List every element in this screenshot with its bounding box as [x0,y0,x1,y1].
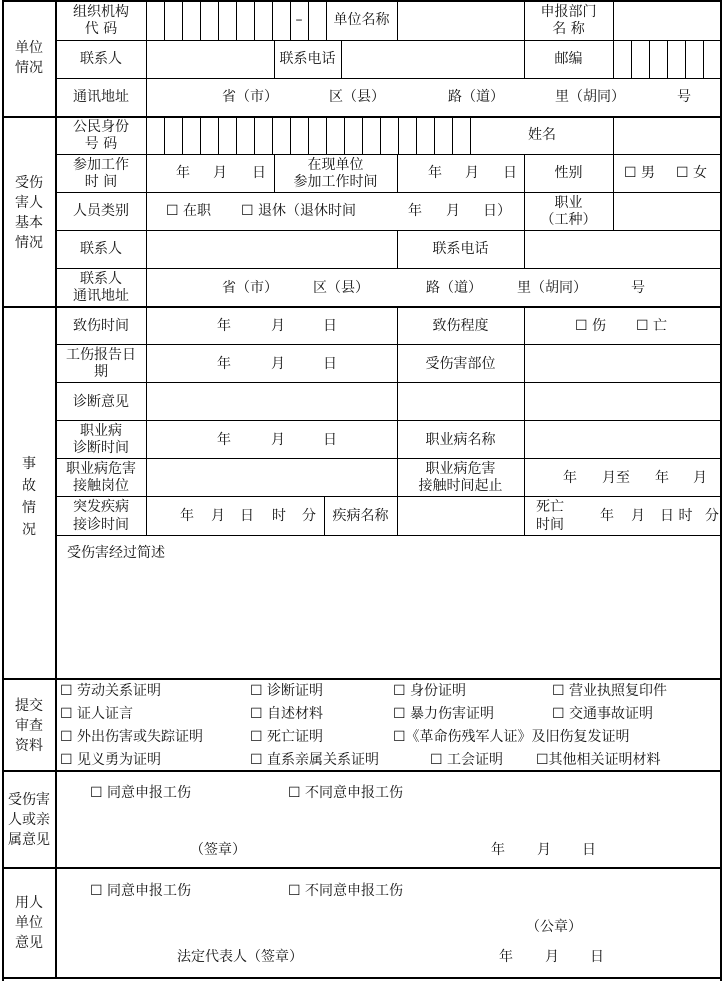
org-code-label-2: 代 码 [84,21,118,37]
row-line [56,382,721,383]
injury-year: 年 [217,318,231,334]
employer-year: 年 [499,949,513,965]
code-cell-line [218,0,219,40]
sep-relative [2,867,722,869]
injured-addr-number: 号 [631,280,645,296]
death-month: 月 [631,508,645,524]
id-cell-line [218,117,219,154]
current-unit-label-2: 参加工作时间 [293,174,378,190]
unit-name-label: 单位名称 [333,12,390,28]
id-cell-line [344,117,345,154]
material-traffic[interactable]: ☐ 交通事故证明 [552,706,654,722]
postcode-cell-line [685,41,686,78]
relative-month: 月 [537,842,551,858]
employer-month: 月 [545,949,559,965]
injured-contact-label: 联系人 [80,241,122,257]
injured-contact-field[interactable] [147,233,396,267]
occupation-label-2: （工种） [540,212,597,228]
id-cell-line [182,117,183,154]
col-line [524,307,525,535]
injury-time-label: 致伤时间 [73,318,129,334]
col-line [146,307,147,535]
material-self-statement[interactable]: ☐ 自述材料 [250,706,324,722]
disease-name-label: 疾病名称 [332,508,389,524]
unit-contact-field[interactable] [147,43,273,77]
gender-male-checkbox[interactable]: ☐ 男 [624,165,656,181]
od-exposure-label-2: 接触时间起止 [418,478,503,494]
postcode-cell-line [649,41,650,78]
exposure-end-month: 月 [693,470,707,486]
injured-addr-province: 省（市） [222,280,278,296]
death-time-label-2: 时间 [536,517,564,533]
od-name-field[interactable] [525,423,720,457]
code-cell-line [200,0,201,40]
death-time-label: 死亡 [536,499,564,515]
work-start-day: 日 [252,165,266,181]
occupation-label: 职业 [554,195,583,211]
unit-addr-road: 路（道） [448,89,504,105]
code-cell-line [272,0,273,40]
section-employer-opinion: 用人 单位 意见 [15,895,43,951]
material-kinship[interactable]: ☐ 直系亲属关系证明 [250,752,380,768]
injured-addr-district: 区（县） [313,280,369,296]
retire-day: 日） [483,203,511,219]
row-line [56,268,721,269]
id-cell-line [254,117,255,154]
row-line [56,78,721,79]
org-code-dash: – [295,12,303,28]
disease-name-field[interactable] [398,499,523,533]
employer-day: 日 [590,949,604,965]
material-death-cert[interactable]: ☐ 死亡证明 [250,729,324,745]
unit-phone-label: 联系电话 [279,51,336,67]
od-year: 年 [217,432,231,448]
report-year: 年 [217,356,231,372]
row-line [56,496,721,497]
id-cell-line [200,117,201,154]
injured-phone-label: 联系电话 [432,241,489,257]
diagnosis-label: 诊断意见 [73,394,129,410]
injured-addr-lane: 里（胡同） [517,280,587,296]
id-label-2: 号 码 [84,136,118,152]
injured-phone-field[interactable] [525,233,720,267]
work-start-year: 年 [176,165,190,181]
id-cell-line [236,117,237,154]
material-veteran[interactable]: ☐《革命伤残军人证》及旧伤复发证明 [393,729,630,745]
sudden-month: 月 [211,508,225,524]
material-identity[interactable]: ☐ 身份证明 [393,683,467,699]
injury-day: 日 [323,318,337,334]
code-cell-line [236,0,237,40]
unit-addr-district: 区（县） [329,89,385,105]
material-diagnosis[interactable]: ☐ 诊断证明 [250,683,324,699]
dept-name-field[interactable] [614,4,720,38]
sep-accident [2,678,722,680]
category-label: 人员类别 [73,203,129,219]
id-cell-line [416,117,417,154]
exposure-start-year: 年 [563,470,577,486]
report-date-label-2: 期 [94,364,108,380]
sudden-illness-label-2: 接诊时间 [73,517,129,533]
row-line [56,230,721,231]
summary-textarea[interactable] [60,566,715,674]
injured-addr-road: 路（道） [426,280,482,296]
diagnosis-field[interactable] [147,385,720,419]
death-minute: 分 [705,508,719,524]
injury-part-label: 受伤害部位 [425,356,496,372]
current-unit-month: 月 [465,165,479,181]
name-label: 姓名 [528,127,556,143]
section-injured: 受伤 害人 基本 情况 [15,175,43,251]
id-cell-line [398,117,399,154]
relative-agree-checkbox[interactable]: ☐ 同意申报工伤 [90,785,192,801]
category-employed-checkbox[interactable]: ☐ 在职 [166,203,212,219]
injury-month: 月 [271,318,285,334]
occupation-field[interactable] [614,195,720,229]
col-line [55,680,56,977]
exposure-end-year: 年 [655,470,669,486]
work-start-month: 月 [213,165,227,181]
current-unit-year: 年 [428,165,442,181]
od-diagnosis-label-2: 诊断时间 [73,440,129,456]
unit-addr-province: 省（市） [222,89,278,105]
postcode-cell-line [703,41,704,78]
unit-addr-number: 号 [677,89,691,105]
relative-day: 日 [582,842,596,858]
gender-label: 性别 [554,165,583,181]
section-relative-opinion: 受伤害 人或亲 属意见 [8,792,50,848]
id-cell-line [290,117,291,154]
retire-month: 月 [446,203,460,219]
id-cell-line [362,117,363,154]
work-start-label-2: 时 间 [84,174,118,190]
id-cell-line [434,117,435,154]
sudden-year: 年 [180,508,194,524]
code-cell-line [254,0,255,40]
row-line [56,420,721,421]
id-cell-line [308,117,309,154]
sudden-illness-label: 突发疾病 [73,499,129,515]
death-year: 年 [600,508,614,524]
dept-label-2: 名 称 [552,21,585,37]
code-cell-line [308,0,309,40]
id-label: 公民身份 [73,119,129,135]
dept-label: 申报部门 [540,4,597,20]
report-date-label: 工伤报告日 [66,347,136,363]
retire-year: 年 [408,203,422,219]
od-post-label: 职业病危害 [66,461,136,477]
org-code-label: 组织机构 [73,4,129,20]
od-diagnosis-label: 职业病 [80,423,122,439]
contact-address-label-2: 通讯地址 [73,288,129,304]
id-cell-line [452,117,453,154]
row-line [56,344,721,345]
od-post-label-2: 接触岗位 [73,478,129,494]
unit-phone-field[interactable] [342,43,523,77]
frame-top [2,0,722,2]
sudden-hour: 时 [272,508,286,524]
death-day-hour: 日 时 [660,508,693,524]
relative-disagree-checkbox[interactable]: ☐ 不同意申报工伤 [288,785,404,801]
material-business-license[interactable]: ☐ 营业执照复印件 [552,683,668,699]
relative-signature: （签章） [190,842,246,858]
row-line [56,535,721,536]
material-labor-relation[interactable]: ☐ 劳动关系证明 [60,683,162,699]
relative-year: 年 [491,842,505,858]
category-retired-checkbox[interactable]: ☐ 退休（退休时间 [241,203,357,219]
id-cell-line [164,117,165,154]
unit-contact-label: 联系人 [80,51,122,67]
frame-right [720,0,722,981]
row-line [56,192,721,193]
col-line [397,155,398,192]
material-bravery[interactable]: ☐ 见义勇为证明 [60,752,162,768]
current-unit-day: 日 [503,165,517,181]
unit-name-field[interactable] [398,4,524,36]
row-line [56,458,721,459]
postcode-label: 邮编 [554,51,583,67]
od-name-label: 职业病名称 [425,432,496,448]
contact-address-label: 联系人 [80,271,122,287]
code-cell-line [182,0,183,40]
od-month: 月 [271,432,285,448]
report-day: 日 [323,356,337,372]
sep-injured [2,306,722,308]
od-post-field[interactable] [147,461,396,495]
material-violence[interactable]: ☐ 暴力伤害证明 [393,706,495,722]
official-seal: （公章） [526,919,582,935]
material-witness[interactable]: ☐ 证人证言 [60,706,134,722]
code-cell-line [164,0,165,40]
row-line [56,154,721,155]
material-union[interactable]: ☐ 工会证明 [430,752,504,768]
frame-bottom [2,977,722,979]
exposure-start-month: 月至 [602,470,630,486]
work-start-label: 参加工作 [73,157,129,173]
row-line [56,40,721,41]
material-missing[interactable]: ☐ 外出伤害或失踪证明 [60,729,204,745]
unit-address-label: 通讯地址 [73,89,129,105]
id-cell-line [272,117,273,154]
od-day: 日 [323,432,337,448]
id-cell-line [326,117,327,154]
sudden-minute: 分 [302,508,316,524]
employer-agree-checkbox[interactable]: ☐ 同意申报工伤 [90,883,192,899]
degree-death-checkbox[interactable]: ☐ 亡 [636,318,668,334]
injury-degree-label: 致伤程度 [432,318,489,334]
unit-addr-lane: 里（胡同） [555,89,625,105]
sep-materials [2,770,722,772]
id-cell-line [380,117,381,154]
sudden-day: 日 [240,508,254,524]
od-exposure-label: 职业病危害 [425,461,496,477]
gender-female-checkbox[interactable]: ☐ 女 [676,165,708,181]
employer-disagree-checkbox[interactable]: ☐ 不同意申报工伤 [288,883,404,899]
legal-rep-signature: 法定代表人（签章） [177,949,303,965]
name-field[interactable] [614,119,720,153]
report-month: 月 [271,356,285,372]
col-line [146,117,147,306]
section-unit: 单位 情况 [15,40,43,76]
degree-injured-checkbox[interactable]: ☐ 伤 [575,318,607,334]
current-unit-label: 在现单位 [307,157,364,173]
material-other[interactable]: ☐其他相关证明材料 [536,752,661,768]
postcode-cell-line [667,41,668,78]
section-materials: 提交 审查 资料 [15,698,43,754]
injury-part-field[interactable] [525,347,720,381]
col-line [613,155,614,192]
postcode-cell-line [631,41,632,78]
section-accident: 事 故 情 况 [22,456,36,538]
summary-label: 受伤害经过简述 [67,545,165,561]
